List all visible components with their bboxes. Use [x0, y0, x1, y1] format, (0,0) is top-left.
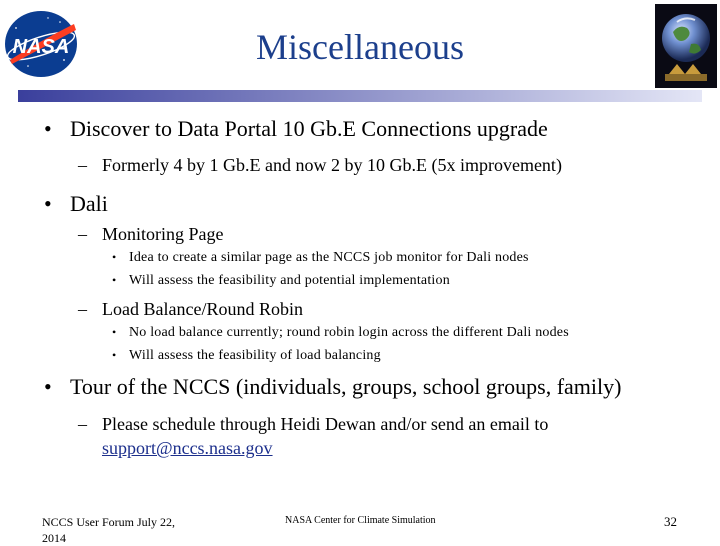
bullet-marker: • [44, 374, 52, 399]
footer-event [42, 514, 192, 546]
bullet-marker: • [112, 325, 117, 339]
bullet-marker: • [44, 116, 52, 141]
bullet-text: Formerly 4 by 1 Gb.E and now 2 by 10 Gb.E (5x improvement) [102, 155, 562, 175]
page-number: 32 [664, 514, 677, 529]
bullet-marker: • [112, 273, 117, 287]
bullet-text: Dali [70, 191, 108, 216]
title-divider [18, 90, 702, 102]
bullet-marker: – [78, 155, 87, 175]
footer-organization: NASA Center for Climate Simulation [285, 515, 436, 526]
bullet-text: Please schedule through Heidi Dewan and/or send an email to [102, 414, 549, 434]
support-email-link[interactable]: support@nccs.nasa.gov [102, 438, 273, 458]
slide-title: Miscellaneous [256, 27, 464, 67]
bullet-marker: – [78, 414, 87, 434]
bullet-text: Will assess the feasibility and potential implementation [129, 273, 450, 288]
bullet-marker: • [44, 191, 52, 216]
bullet-marker: • [112, 348, 117, 362]
nasa-logo-text: NASA [12, 36, 70, 58]
footer-event-line1: NCCS User Forum July 22, [42, 515, 176, 529]
bullet-marker: • [112, 250, 117, 264]
bullet-marker: – [78, 224, 87, 244]
footer-event-line2: 2014 [42, 531, 66, 545]
bullet-text: No load balance currently; round robin login across the different Dali nodes [129, 325, 569, 340]
bullet-text: Tour of the NCCS (individuals, groups, school groups, family) [70, 374, 622, 399]
bullet-text: Discover to Data Portal 10 Gb.E Connections upgrade [70, 116, 548, 141]
bullet-marker: – [78, 299, 87, 319]
bullet-text: Will assess the feasibility of load balancing [129, 348, 381, 363]
bullet-text: Monitoring Page [102, 224, 224, 244]
bullet-text: Load Balance/Round Robin [102, 299, 303, 319]
bullet-text: Idea to create a similar page as the NCCS job monitor for Dali nodes [129, 250, 529, 265]
